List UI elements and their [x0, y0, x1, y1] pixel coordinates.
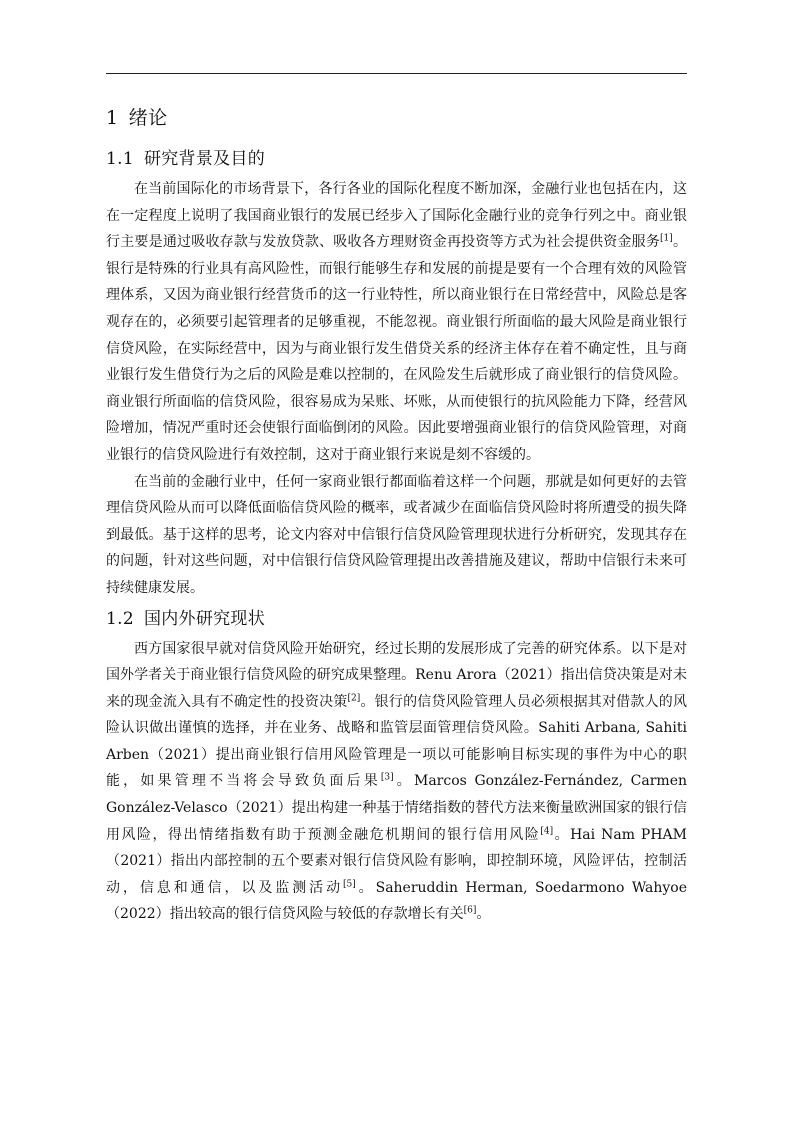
chapter-heading: [106, 100, 687, 136]
paragraph-text: 在当前国际化的市场背景下，各行各业的国际化程度不断加深，金融行业也包括在内，这在一定程度上说明了我国商业银行的发展已经步入了国际化金融行业的竞争行列之中。商业银行主要是通过吸收存款与发放贷款、吸收各方理财资金再投资等方式为社会提供资金服务: [106, 181, 687, 251]
paragraph-text: 在当前的金融行业中，任何一家商业银行都面临着这样一个问题，那就是如何更好的去管理信贷风险从而可以降低面临信贷风险的概率，或者减少在面临信贷风险时将所遭受的损失降到最低。基于这样的思考，论文内容对中信银行信贷风险管理现状进行分析研究，发现其存在的问题，针对这些问题，对中信银行信贷风险管理提出改善措施及建议，帮助中信银行未来可持续健康发展。: [106, 473, 687, 596]
paragraph: [106, 636, 687, 929]
section-number: 1.2: [106, 608, 134, 629]
paragraph-text: 。Hai Nam PHAM（2021）指出内部控制的五个要素对银行信贷风险有影响，即控制环境，风险评估，控制活动，信息和通信，以及监测活动: [106, 826, 688, 896]
citation-ref: [6]: [463, 905, 477, 916]
section-title: 研究背景及目的: [143, 149, 266, 169]
section-title: 国内外研究现状: [143, 608, 266, 629]
chapter-title: 绪论: [128, 107, 168, 129]
citation-ref: [5]: [343, 879, 356, 890]
paragraph-text: 。: [476, 906, 491, 923]
citation-ref: [2]: [347, 693, 361, 704]
citation-ref: [4]: [540, 826, 554, 836]
header-rule: [106, 73, 687, 74]
paragraph-text: 。银行的信贷风险管理人员必须根据其对借款人的风险认识做出谨慎的选择，并在业务、战略和监管层面管理信贷风险。Sahiti Arbana, Sahiti Arben（2021）提出商业银行信用风险管理是一项以可能影响目标实现的事件为中心的职能，如果管理不当将会导致负面后果: [106, 693, 688, 790]
paragraph: [106, 176, 687, 469]
page-content: [106, 100, 687, 928]
paragraph-text: 。Marcos González-Fernández, Carmen González-Velasco（2021）提出构建一种基于情绪指数的替代方法来衡量欧洲国家的银行信用风险，得出情绪指数有助于预测金融危机期间的银行信用风险: [106, 773, 687, 843]
citation-ref: [3]: [380, 772, 394, 783]
paragraph: [106, 469, 687, 602]
section-heading-1-1: [106, 142, 687, 176]
paragraph-text: 。银行是特殊的行业具有高风险性，而银行能够生存和发展的前提是要有一个合理有效的风险管理体系，又因为商业银行经营货币的这一行业特性，所以商业银行在日常经营中，风险总是客观存在的，必须要引起管理者的足够重视，不能忽视。商业银行所面临的最大风险是商业银行信贷风险，在实际经营中，因为与商业银行发生借贷关系的经济主体存在着不确定性，且与商业银行发生借贷行为之后的风险是难以控制的，在风险发生后就形成了商业银行的信贷风险。商业银行所面临的信贷风险，很容易成为呆账、坏账，从而使银行的抗风险能力下降，经营风险增加，情况严重时还会使银行面临倒闭的风险。因此要增强商业银行的信贷风险管理，对商业银行的信贷风险进行有效控制，这对于商业银行来说是刻不容缓的。: [106, 234, 688, 463]
section-heading-1-2: [106, 602, 687, 636]
section-number: 1.1: [106, 149, 134, 169]
paragraph-text: 西方国家很早就对信贷风险开始研究，经过长期的发展形成了完善的研究体系。以下是对国外学者关于商业银行信贷风险的研究成果整理。Renu Arora（2021）指出信贷决策是对未来的现金流入具有不确定性的投资决策: [106, 640, 687, 710]
citation-ref: [1]: [660, 233, 673, 244]
chapter-number: 1: [106, 107, 119, 129]
paragraph-text: 。Saheruddin Herman, Soedarmono Wahyoe（2022）指出较高的银行信贷风险与较低的存款增长有关: [106, 879, 687, 923]
